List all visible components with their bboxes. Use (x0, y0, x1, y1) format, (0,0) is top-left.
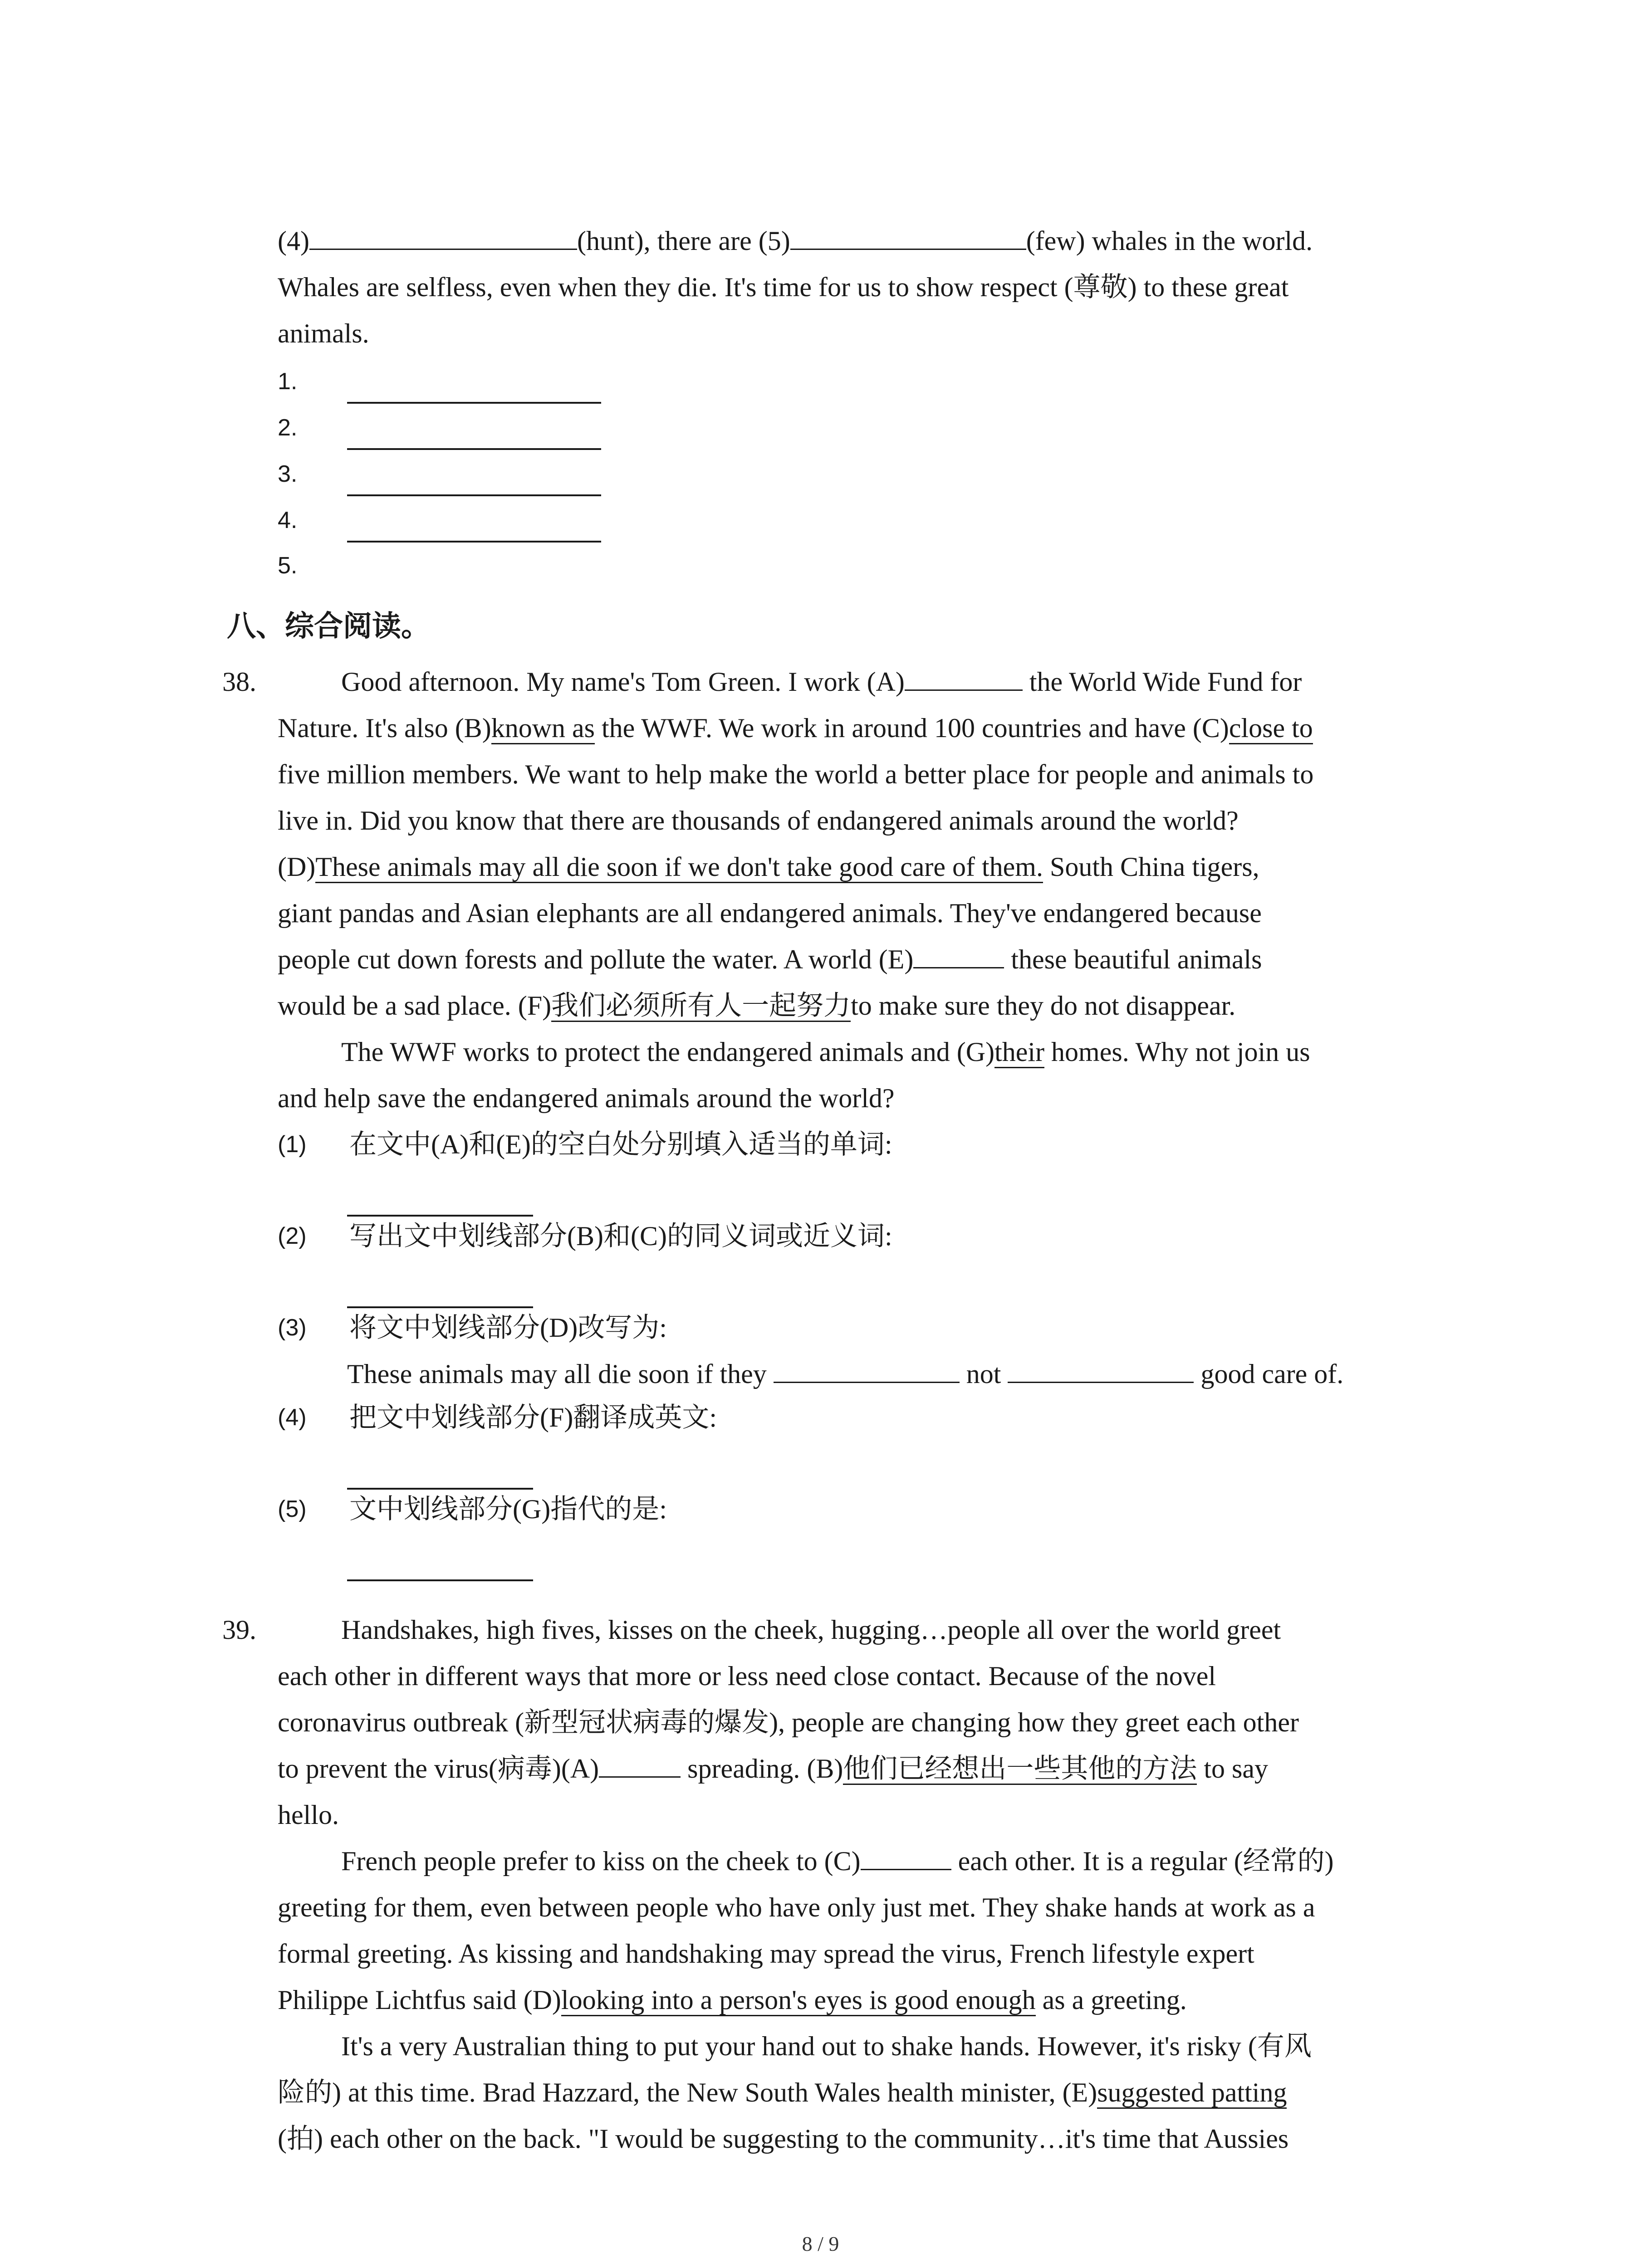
passage-line (278, 1029, 1310, 1075)
passage-line: Whales are selfless, even when they die. It's time for us to show respect (尊敬) to these great (278, 272, 1289, 302)
text-segment: good care of. (1200, 1359, 1344, 1389)
text-segment: (hunt), there are (5) (577, 226, 790, 256)
sub-question-number: (3) (278, 1315, 307, 1341)
text-segment: The WWF works to protect the endangered animals and (G) (341, 1037, 995, 1067)
text-segment: each other. It is a regular (经常的) (951, 1846, 1334, 1876)
sub-question-text: 将文中划线部分(D)改写为: (349, 1313, 667, 1343)
passage-line: giant pandas and Asian elephants are all endangered animals. They've endangered because (278, 898, 1262, 928)
text-segment: to prevent the virus(病毒)(A) (278, 1754, 599, 1784)
passage-line: animals. (278, 318, 369, 348)
answer-blank[interactable] (774, 1354, 960, 1383)
passage-line (278, 1977, 1187, 2023)
answer-line[interactable] (347, 541, 601, 543)
sub-question-text: 写出文中划线部分(B)和(C)的同义词或近义词: (349, 1221, 892, 1251)
underlined-e: suggested patting (1097, 2077, 1287, 2109)
text-segment: to make sure they do not disappear. (851, 991, 1236, 1021)
question-number: 38. (222, 667, 256, 697)
text-segment: Good afternoon. My name's Tom Green. I work (A) (341, 667, 905, 697)
sub-question-text: 文中划线部分(G)指代的是: (349, 1494, 667, 1524)
answer-blank-c (861, 1842, 951, 1870)
passage-line: and help save the endangered animals around the world? (278, 1083, 895, 1113)
answer-blank-a (905, 662, 1023, 691)
passage-line (278, 936, 1262, 982)
passage-line: each other in different ways that more or less need close contact. Because of the novel (278, 1661, 1216, 1691)
passage-line: (拍) each other on the back. "I would be suggesting to the community…it's time that Aussies (278, 2124, 1289, 2154)
sub-question-number: (5) (278, 1496, 307, 1522)
text-segment: not (966, 1359, 1001, 1389)
passage-line (278, 982, 1235, 1029)
text-segment: South China tigers, (1043, 852, 1259, 882)
passage-line (278, 2023, 1312, 2069)
text-segment: these beautiful animals (1004, 944, 1262, 974)
answer-number: 4. (278, 507, 298, 533)
sub-question-number: (1) (278, 1131, 307, 1158)
text-segment: It's a very Australian thing to put your hand out to shake hands. However, it's risky (有风 (341, 2031, 1312, 2061)
rewrite-line (347, 1351, 1343, 1397)
underlined-d: These animals may all die soon if we don't take good care of them. (315, 852, 1043, 883)
answer-line[interactable] (347, 448, 601, 450)
section-title: 八、综合阅读。 (227, 610, 430, 643)
text-segment: people cut down forests and pollute the water. A world (E) (278, 944, 914, 974)
passage-line (278, 659, 1302, 705)
page-number: 8 / 9 (802, 2232, 839, 2255)
passage-line (278, 1745, 1268, 1792)
question-number: 39. (222, 1615, 256, 1645)
underlined-d: looking into a person's eyes is good enough (561, 1985, 1036, 2016)
text-segment: the WWF. We work in around 100 countries and have (C) (595, 713, 1229, 743)
passage-line (278, 844, 1259, 890)
answer-line[interactable] (347, 402, 601, 404)
underlined-b: 他们已经想出一些其他的方法 (843, 1754, 1197, 1785)
text-segment: Nature. It's also (B) (278, 713, 491, 743)
text-segment: 险的) at this time. Brad Hazzard, the New South Wales health minister, (E) (278, 2077, 1097, 2107)
underlined-c: close to (1229, 713, 1313, 744)
passage-line: live in. Did you know that there are thousands of endangered animals around the world? (278, 806, 1239, 836)
answer-blank-a (599, 1749, 681, 1778)
passage-line: greeting for them, even between people who have only just met. They shake hands at work as a (278, 1892, 1315, 1922)
passage-line (278, 705, 1313, 751)
passage-line: five million members. We want to help make the world a better place for people and animals to (278, 759, 1314, 789)
text-segment: as a greeting. (1035, 1985, 1187, 2015)
text-segment: homes. Why not join us (1044, 1037, 1310, 1067)
passage-line: hello. (278, 1800, 339, 1830)
answer-number: 3. (278, 461, 298, 487)
text-segment: would be a sad place. (F) (278, 991, 552, 1021)
underlined-f: 我们必须所有人一起努力 (551, 991, 851, 1022)
passage-line (278, 1838, 1334, 1884)
answer-blank (309, 221, 577, 250)
text-segment: (D) (278, 852, 316, 882)
passage-line: formal greeting. As kissing and handshaking may spread the virus, French lifestyle expert (278, 1939, 1254, 1969)
answer-line[interactable] (347, 1579, 533, 1581)
answer-number: 2. (278, 415, 298, 441)
answer-blank (790, 221, 1026, 250)
underlined-g: their (994, 1037, 1044, 1068)
passage-line (278, 218, 1313, 264)
passage-line: coronavirus outbreak (新型冠状病毒的爆发), people are changing how they greet each other (278, 1707, 1299, 1737)
passage-line (278, 2069, 1287, 2116)
text-segment: Philippe Lichtfus said (D) (278, 1985, 561, 2015)
text-segment: to say (1197, 1754, 1269, 1784)
sub-question-text: 把文中划线部分(F)翻译成英文: (349, 1403, 717, 1432)
answer-line[interactable] (347, 494, 601, 496)
text-segment: spreading. (B) (681, 1754, 843, 1784)
text-segment: the World Wide Fund for (1022, 667, 1302, 697)
answer-number: 1. (278, 368, 298, 395)
sub-question-number: (4) (278, 1404, 307, 1431)
underlined-b: known as (491, 713, 595, 744)
answer-blank-e (913, 940, 1004, 968)
sub-question-text: 在文中(A)和(E)的空白处分别填入适当的单词: (349, 1129, 892, 1159)
blank-label: (4) (278, 226, 309, 256)
text-segment: (few) whales in the world. (1026, 226, 1313, 256)
answer-blank[interactable] (1008, 1354, 1194, 1383)
answer-number: 5. (278, 552, 298, 579)
text-segment: French people prefer to kiss on the cheek to (C) (341, 1846, 861, 1876)
text-segment: These animals may all die soon if they (347, 1359, 767, 1389)
sub-question-number: (2) (278, 1223, 307, 1249)
passage-line (278, 1607, 1281, 1653)
text-segment: Handshakes, high fives, kisses on the cheek, hugging…people all over the world greet (341, 1615, 1281, 1645)
